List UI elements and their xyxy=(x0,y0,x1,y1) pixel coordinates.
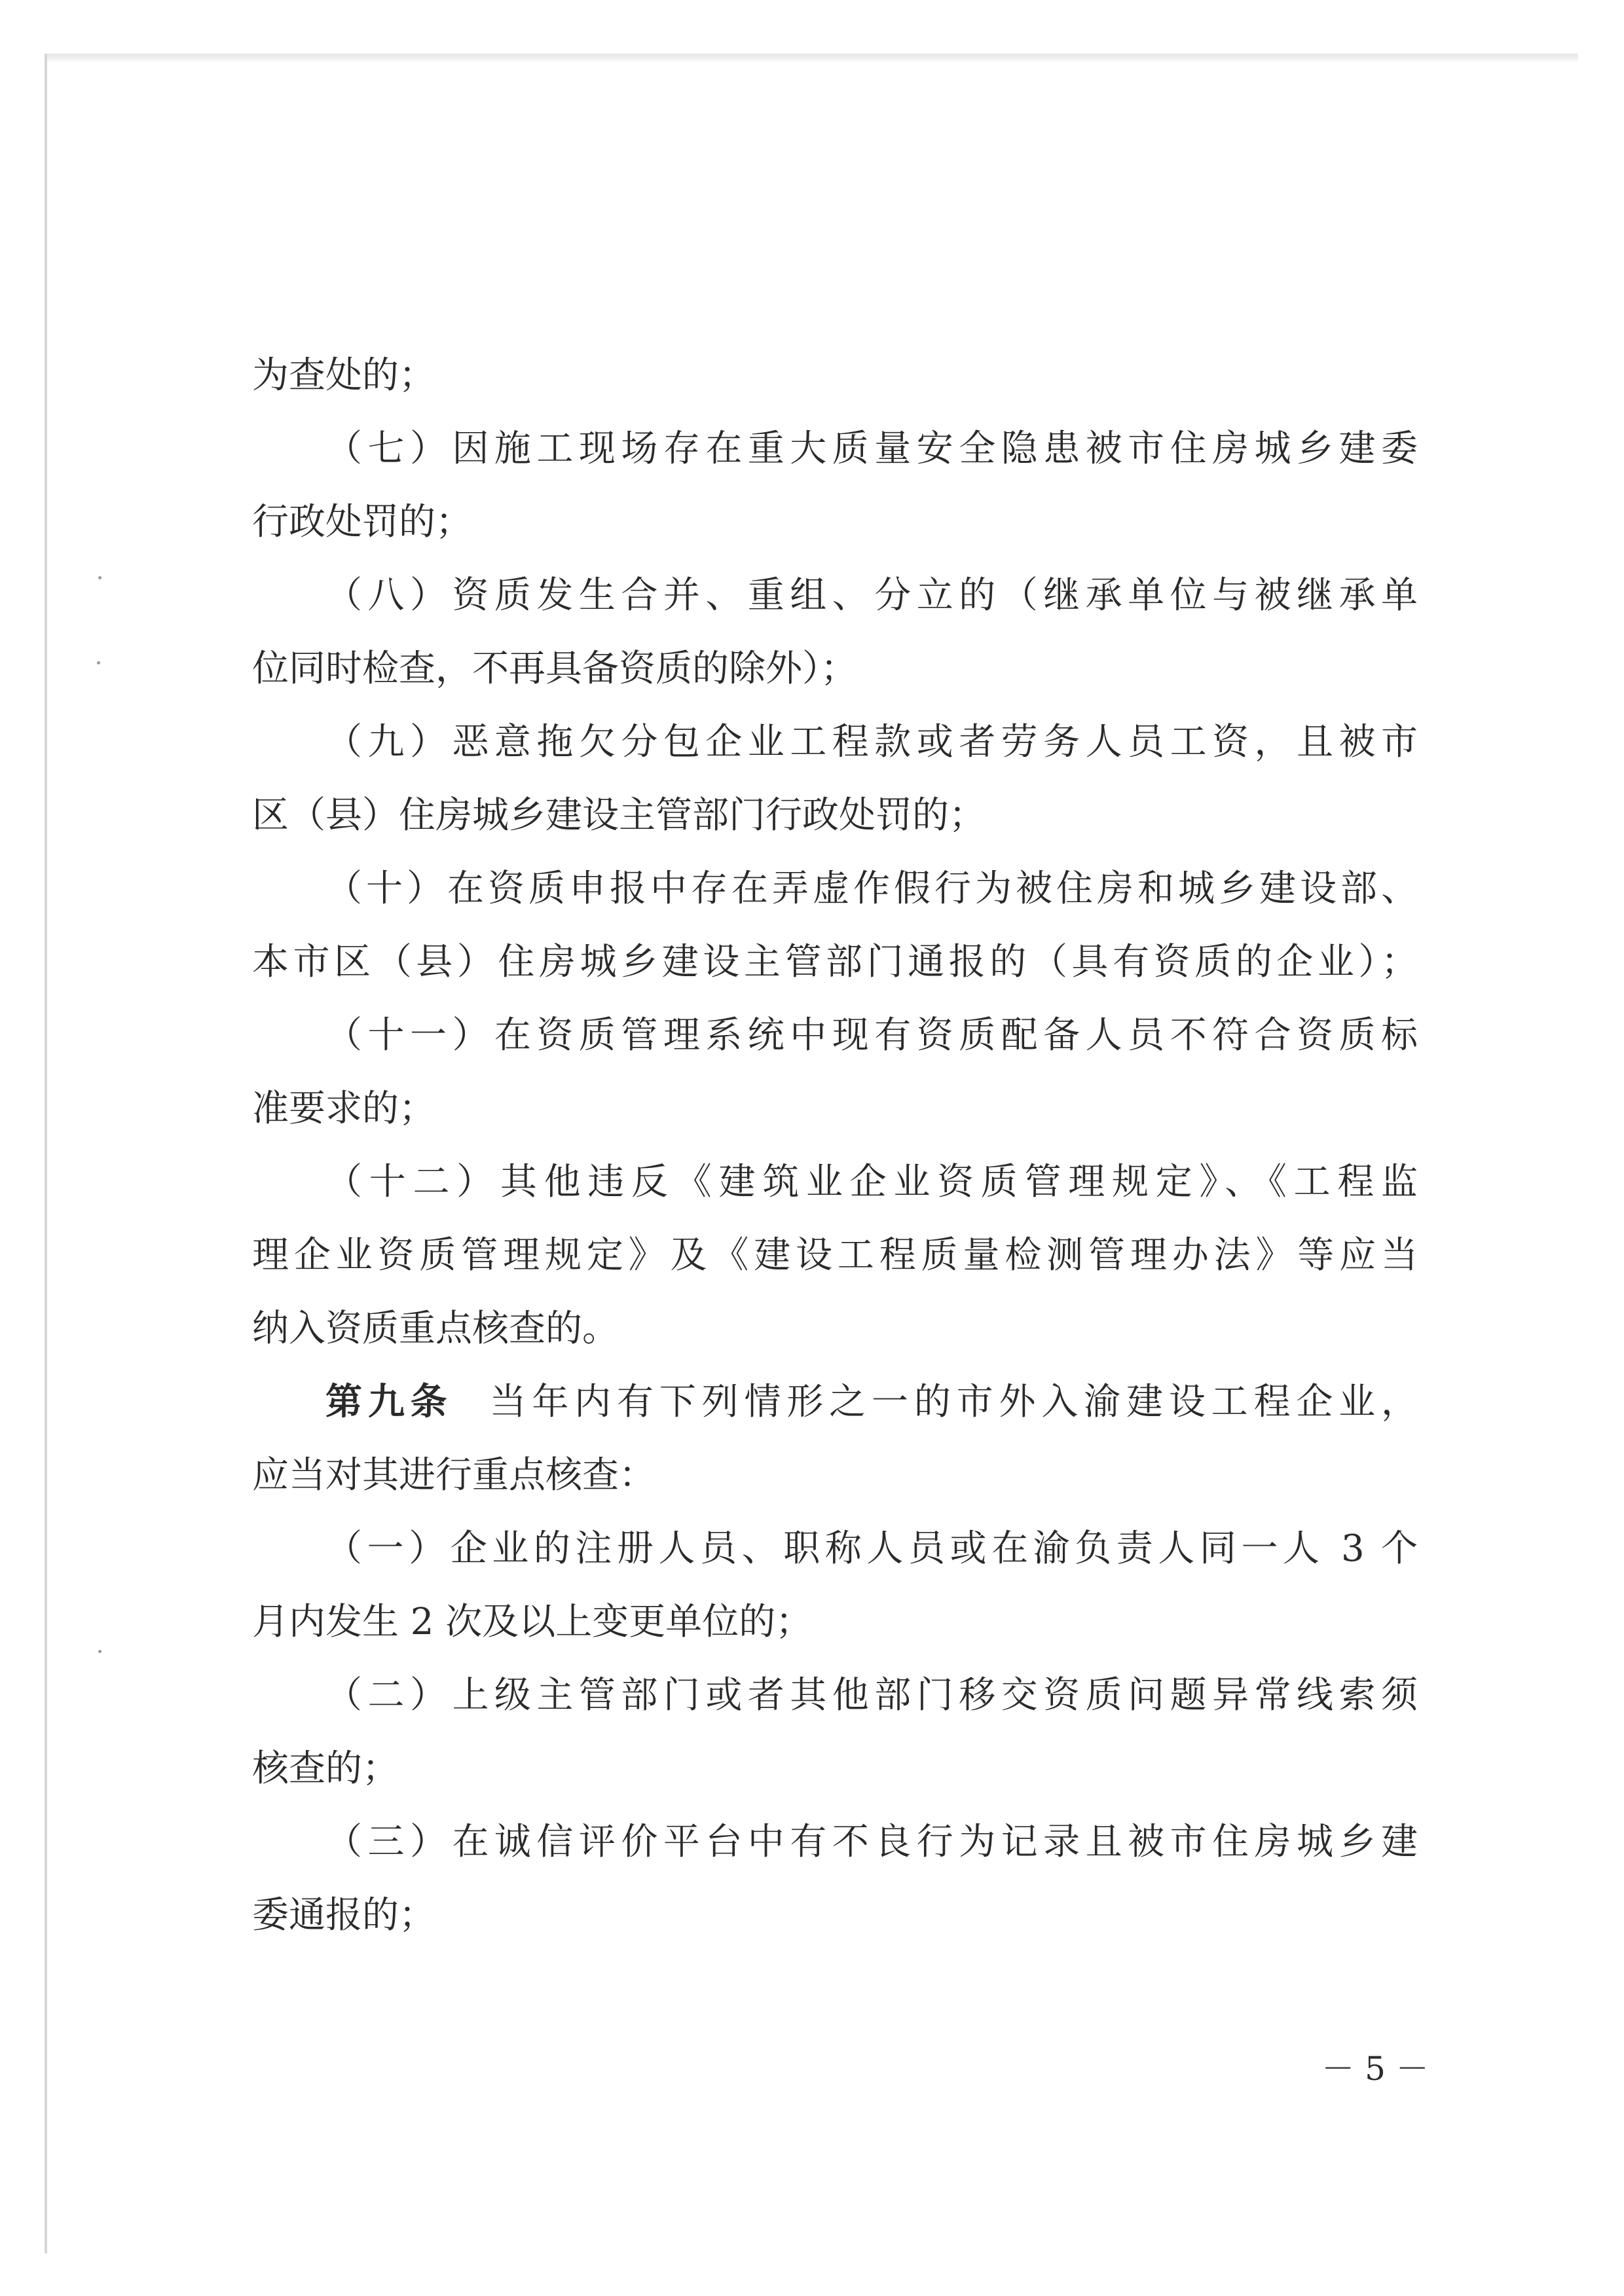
text-line: （十一）在资质管理系统中现有资质配备人员不符合资质标 xyxy=(325,1014,1418,1057)
scan-speck xyxy=(97,661,100,665)
text-line: 区（县）住房城乡建设主管部门行政处罚的； xyxy=(252,794,986,837)
scan-top-edge xyxy=(46,54,1578,63)
paragraph-item-11 xyxy=(252,999,1418,1146)
text-line: （九）恶意拖欠分包企业工程款或者劳务人员工资，且被市 xyxy=(325,721,1418,763)
text-line: 理企业资质管理规定》及《建设工程质量检测管理办法》等应当 xyxy=(252,1234,1418,1277)
page-number: － 5 － xyxy=(1321,2050,1429,2088)
text-line: 行政处罚的； xyxy=(252,501,472,543)
text-line: 本市区（县）住房城乡建设主管部门通报的（具有资质的企业）； xyxy=(252,941,1418,983)
article-9-first-line xyxy=(252,1366,1418,1439)
text-line: （十）在资质申报中存在弄虚作假行为被住房和城乡建设部、 xyxy=(325,867,1418,910)
text-line: 核查的； xyxy=(252,1747,399,1790)
article-9-text: 当年内有下列情形之一的市外入渝建设工程企业， xyxy=(489,1381,1418,1423)
text-line: 位同时检查，不再具备资质的除外）； xyxy=(252,647,857,690)
article-9-label: 第九条 xyxy=(325,1381,453,1423)
text-line: 准要求的； xyxy=(252,1087,435,1130)
text-line: （三）在诚信评价平台中有不良行为记录且被市住房城乡建 xyxy=(325,1821,1418,1863)
paragraph-item-7 xyxy=(252,412,1418,559)
text-line: （十二）其他违反《建筑业企业资质管理规定》、《工程监 xyxy=(325,1161,1418,1203)
text-line: 为查处的； xyxy=(252,354,435,397)
document-body xyxy=(252,339,1418,1952)
text-line: （七）因施工现场存在重大质量安全隐患被市住房城乡建委 xyxy=(325,428,1418,470)
paragraph-item-6-continuation xyxy=(252,339,1418,412)
scan-left-edge xyxy=(45,54,47,2253)
text-line: （二）上级主管部门或者其他部门移交资质问题异常线索须 xyxy=(325,1674,1418,1717)
paragraph-item-9 xyxy=(252,706,1418,852)
text-line: （一）企业的注册人员、职称人员或在渝负责人同一人 3 个 xyxy=(325,1527,1418,1570)
scan-speck xyxy=(98,1650,101,1653)
text-line: 纳入资质重点核查的。 xyxy=(252,1307,619,1350)
text-line: 委通报的； xyxy=(252,1894,435,1937)
article-9-item-3 xyxy=(252,1806,1418,1952)
article-9-item-2 xyxy=(252,1659,1418,1806)
paragraph-item-8 xyxy=(252,559,1418,706)
paragraph-item-10 xyxy=(252,852,1418,999)
article-9-item-1 xyxy=(252,1512,1418,1659)
text-line: （八）资质发生合并、重组、分立的（继承单位与被继承单 xyxy=(325,574,1418,617)
text-line: 月内发生 2 次及以上变更单位的； xyxy=(252,1601,813,1643)
paragraph-item-12 xyxy=(252,1146,1418,1366)
scan-speck xyxy=(98,576,101,579)
article-9 xyxy=(252,1366,1418,1512)
text-line: 应当对其进行重点核查： xyxy=(252,1454,655,1497)
